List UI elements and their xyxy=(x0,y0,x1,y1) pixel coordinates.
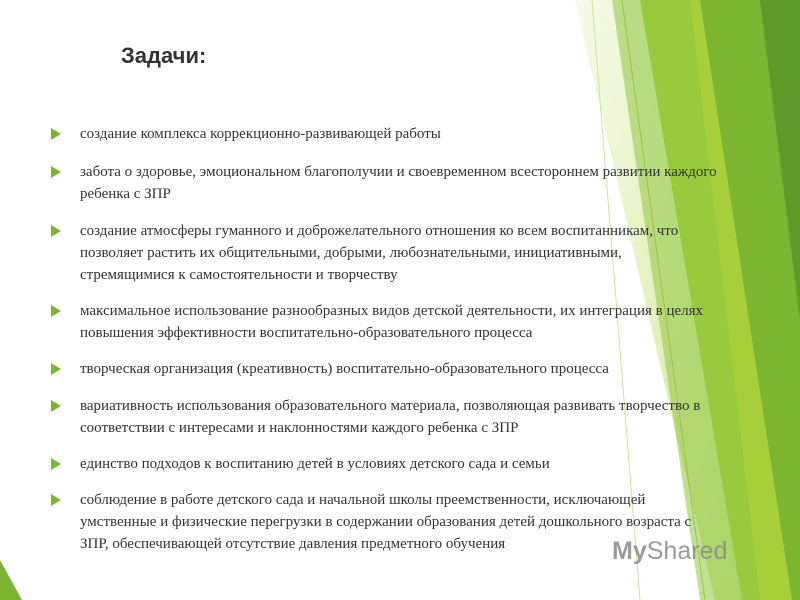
list-item-text: вариативность использования образовательного материала, позволяющая развивать творчество в соответствии с интересами и наклонностями каждого ребенка с ЗПР xyxy=(80,398,701,436)
bullet-arrow-icon xyxy=(51,305,61,317)
list-item-text: создание атмосферы гуманного и доброжелательного отношения ко всем воспитанникам, что позволяет растить их общительными, добрыми, любознательными, инициативными, стремящимися к самостоятельности и творчеству xyxy=(80,223,679,283)
list-item xyxy=(48,453,718,475)
bullet-arrow-icon xyxy=(51,494,61,506)
list-item xyxy=(48,300,718,344)
bottom-left-corner xyxy=(0,560,22,600)
watermark-my: My xyxy=(612,537,647,565)
list-item xyxy=(48,161,718,205)
bullet-arrow-icon xyxy=(51,128,61,140)
bullet-arrow-icon xyxy=(51,166,61,178)
task-list xyxy=(48,123,718,555)
list-item-text: максимальное использование разнообразных видов детской деятельности, их интеграция в целях повышения эффективности воспитательно-образовательного процесса xyxy=(80,303,704,341)
list-item xyxy=(48,358,718,380)
list-item-text: создание комплекса коррекционно-развивающей работы xyxy=(80,126,441,142)
list-item xyxy=(48,220,718,286)
list-item xyxy=(48,123,718,145)
list-item-text: творческая организация (креативность) воспитательно-образовательного процесса xyxy=(80,361,609,377)
list-item-text: соблюдение в работе детского сада и начальной школы преемственности, исключающей умственные и физические перегрузки в содержании образования детей дошкольного возраста с ЗПР, обеспечивающей отсутствие давления предметного обучения xyxy=(80,492,692,552)
bullet-arrow-icon xyxy=(51,458,61,470)
list-item xyxy=(48,395,718,439)
list-item-text: единство подходов к воспитанию детей в условиях детского сада и семьи xyxy=(80,456,550,472)
bullet-arrow-icon xyxy=(51,363,61,375)
bullet-arrow-icon xyxy=(51,400,61,412)
watermark-shared: Shared xyxy=(646,537,728,565)
bullet-arrow-icon xyxy=(51,225,61,237)
slide-title: Задачи: xyxy=(121,43,207,68)
list-item-text: забота о здоровье, эмоциональном благополучии и своевременном всестороннем развитии каждого ребенка с ЗПР xyxy=(80,164,717,202)
myshared-watermark xyxy=(612,537,727,566)
